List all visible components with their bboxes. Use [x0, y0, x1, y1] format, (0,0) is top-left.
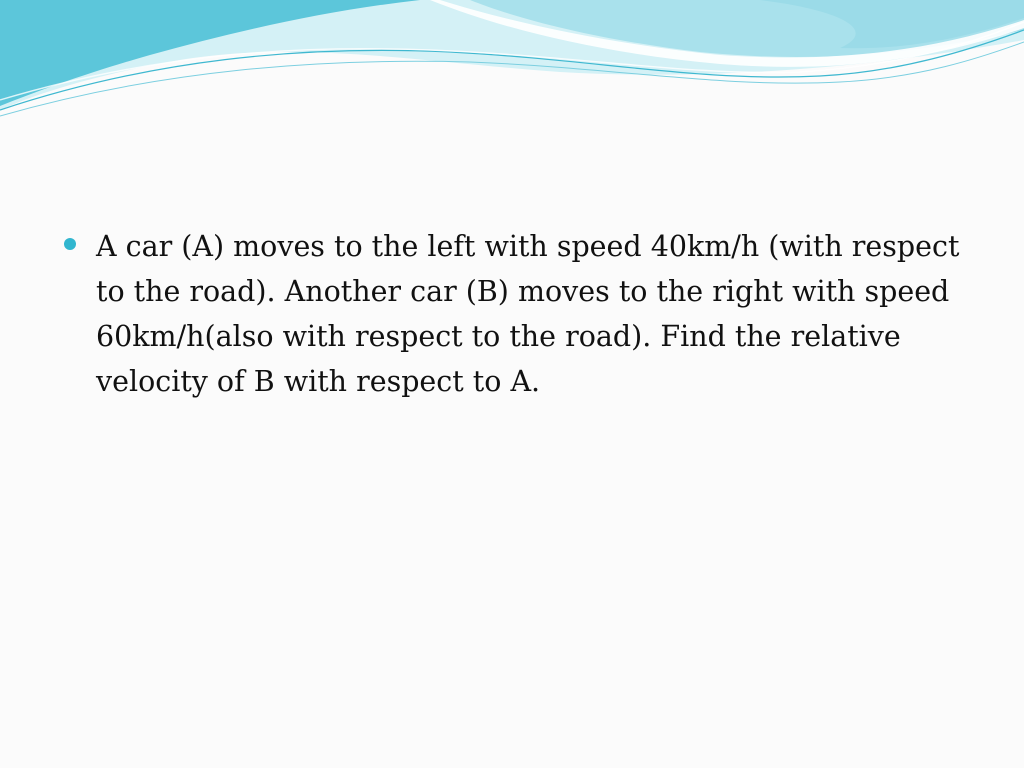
bullet-item [60, 224, 960, 404]
slide-content [60, 224, 960, 404]
problem-statement: A car (A) moves to the left with speed 40km/h (with respect to the road). Another car (B) moves to the right with speed 60km/h(also with respect to the road). Find the relative velocity of B with respect to A. [96, 230, 960, 398]
bullet-point-icon [64, 238, 76, 250]
wave-header-decoration [0, 0, 1024, 130]
